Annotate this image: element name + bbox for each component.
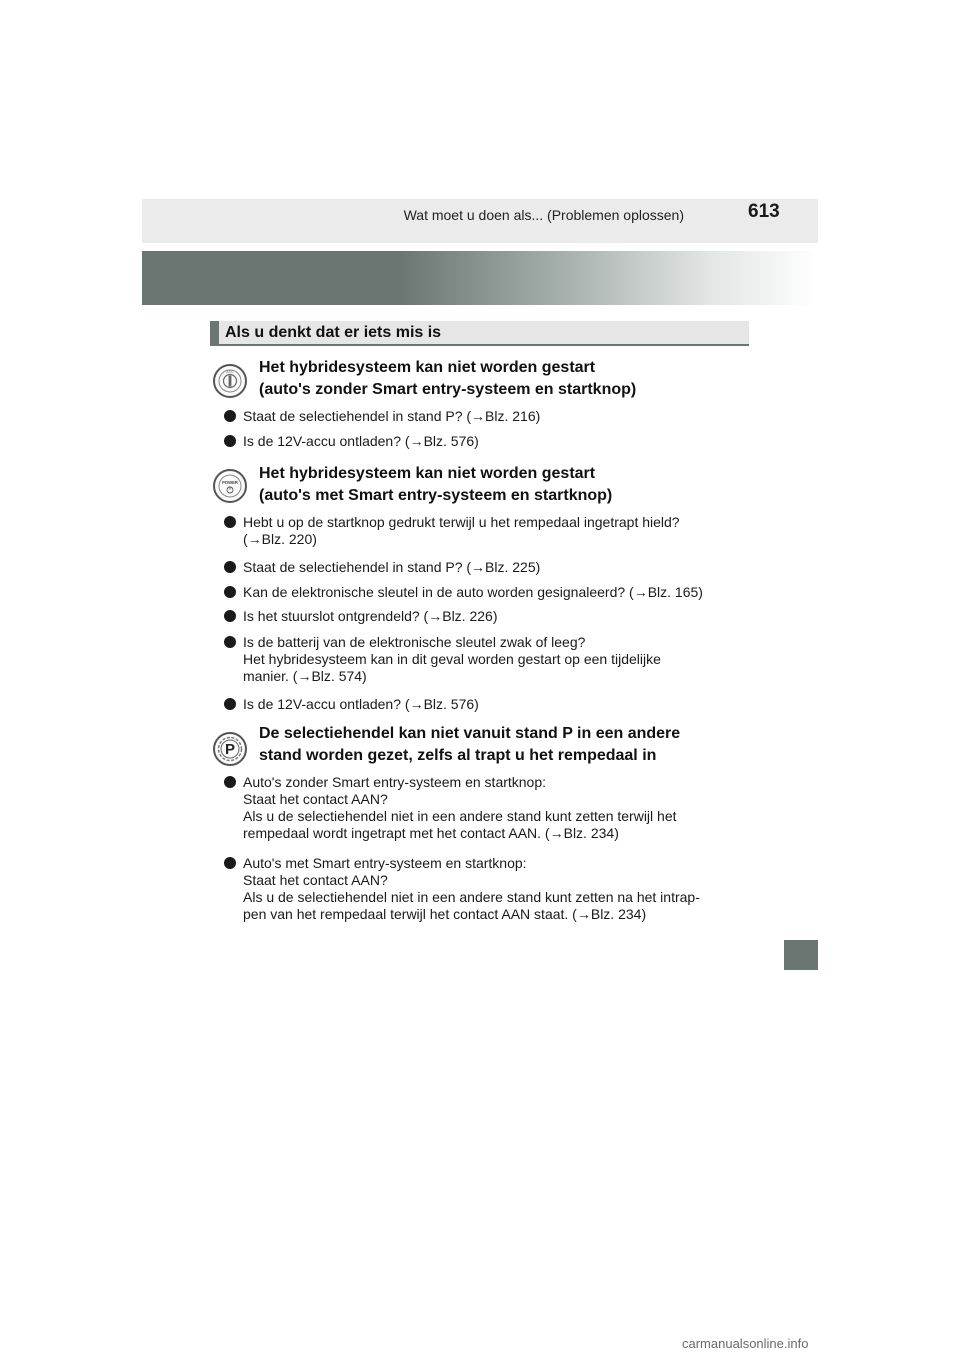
bullet xyxy=(224,698,236,710)
list-item: Is het stuurslot ontgrendeld? (→Blz. 226) xyxy=(243,608,498,624)
svg-text:POWER: POWER xyxy=(222,480,238,485)
bullet xyxy=(224,776,236,788)
chapter-side-tab xyxy=(784,940,818,970)
arrow-icon: → xyxy=(633,584,648,600)
bullet xyxy=(224,410,236,422)
bullet xyxy=(224,561,236,573)
list-item: Hebt u op de startknop gedrukt terwijl u het rempedaal ingetrapt hield? (→Blz. 220) xyxy=(243,514,680,547)
section-heading xyxy=(210,321,749,346)
list-item: Auto's zonder Smart entry-systeem en startknop: Staat het contact AAN? Als u de selectiehendel niet in een andere stand kunt zetten terwijl het rempedaal wordt ingetrapt met het contact AAN. (→Blz. 234) xyxy=(243,774,677,841)
list-item: Kan de elektronische sleutel in de auto worden gesignaleerd? (→Blz. 165) xyxy=(243,584,703,600)
arrow-icon: → xyxy=(471,408,486,424)
group3-heading: De selectiehendel kan niet vanuit stand P in een andere stand worden gezet, zelfs al trapt u het rempedaal in xyxy=(259,725,681,764)
section-title: Als u denkt dat er iets mis is xyxy=(225,324,442,341)
list-item: Auto's met Smart entry-systeem en startknop: Staat het contact AAN? Als u de selectiehendel niet in een andere stand kunt zetten na het intrap- pen van het rempedaal terwijl het contact AAN staat. (→Blz. 234) xyxy=(243,855,700,922)
bullet xyxy=(224,610,236,622)
arrow-icon: → xyxy=(471,559,486,575)
page-header xyxy=(142,199,818,243)
arrow-icon: → xyxy=(409,433,424,449)
list-item: Staat de selectiehendel in stand P? (→Blz. 225) xyxy=(243,559,541,575)
arrow-icon: → xyxy=(409,696,424,712)
bullet xyxy=(224,516,236,528)
page-number: 613 xyxy=(748,201,780,222)
bullet xyxy=(224,636,236,648)
arrow-icon: → xyxy=(247,531,262,547)
bullet xyxy=(224,435,236,447)
chapter-band xyxy=(142,251,818,305)
bullet xyxy=(224,586,236,598)
list-item: Is de 12V-accu ontladen? (→Blz. 576) xyxy=(243,433,479,449)
list-item: Staat de selectiehendel in stand P? (→Blz. 216) xyxy=(243,408,541,424)
arrow-icon: → xyxy=(297,668,312,684)
group2-heading: Het hybridesysteem kan niet worden gestart (auto's met Smart entry-systeem en startknop) xyxy=(259,465,613,504)
arrow-icon: → xyxy=(576,906,591,922)
arrow-icon: → xyxy=(428,608,443,624)
arrow-icon: → xyxy=(549,825,564,841)
power-button-icon xyxy=(213,469,247,503)
bullet xyxy=(224,857,236,869)
watermark: carmanualsonline.info xyxy=(682,1336,809,1351)
park-p-gear-icon xyxy=(213,732,247,766)
list-item: Is de 12V-accu ontladen? (→Blz. 576) xyxy=(243,696,479,712)
svg-text:P: P xyxy=(224,741,236,759)
group1-heading: Het hybridesysteem kan niet worden gestart (auto's zonder Smart entry-systeem en startknop) xyxy=(259,359,637,398)
ignition-key-icon xyxy=(213,364,247,398)
list-item: Is de batterij van de elektronische sleutel zwak of leeg? Het hybridesysteem kan in dit geval worden gestart op een tijdelijke manier. (→Blz. 574) xyxy=(243,634,661,684)
svg-text:ACC: ACC xyxy=(226,370,234,374)
chapter-title: Wat moet u doen als... (Problemen oplossen) xyxy=(403,207,684,223)
